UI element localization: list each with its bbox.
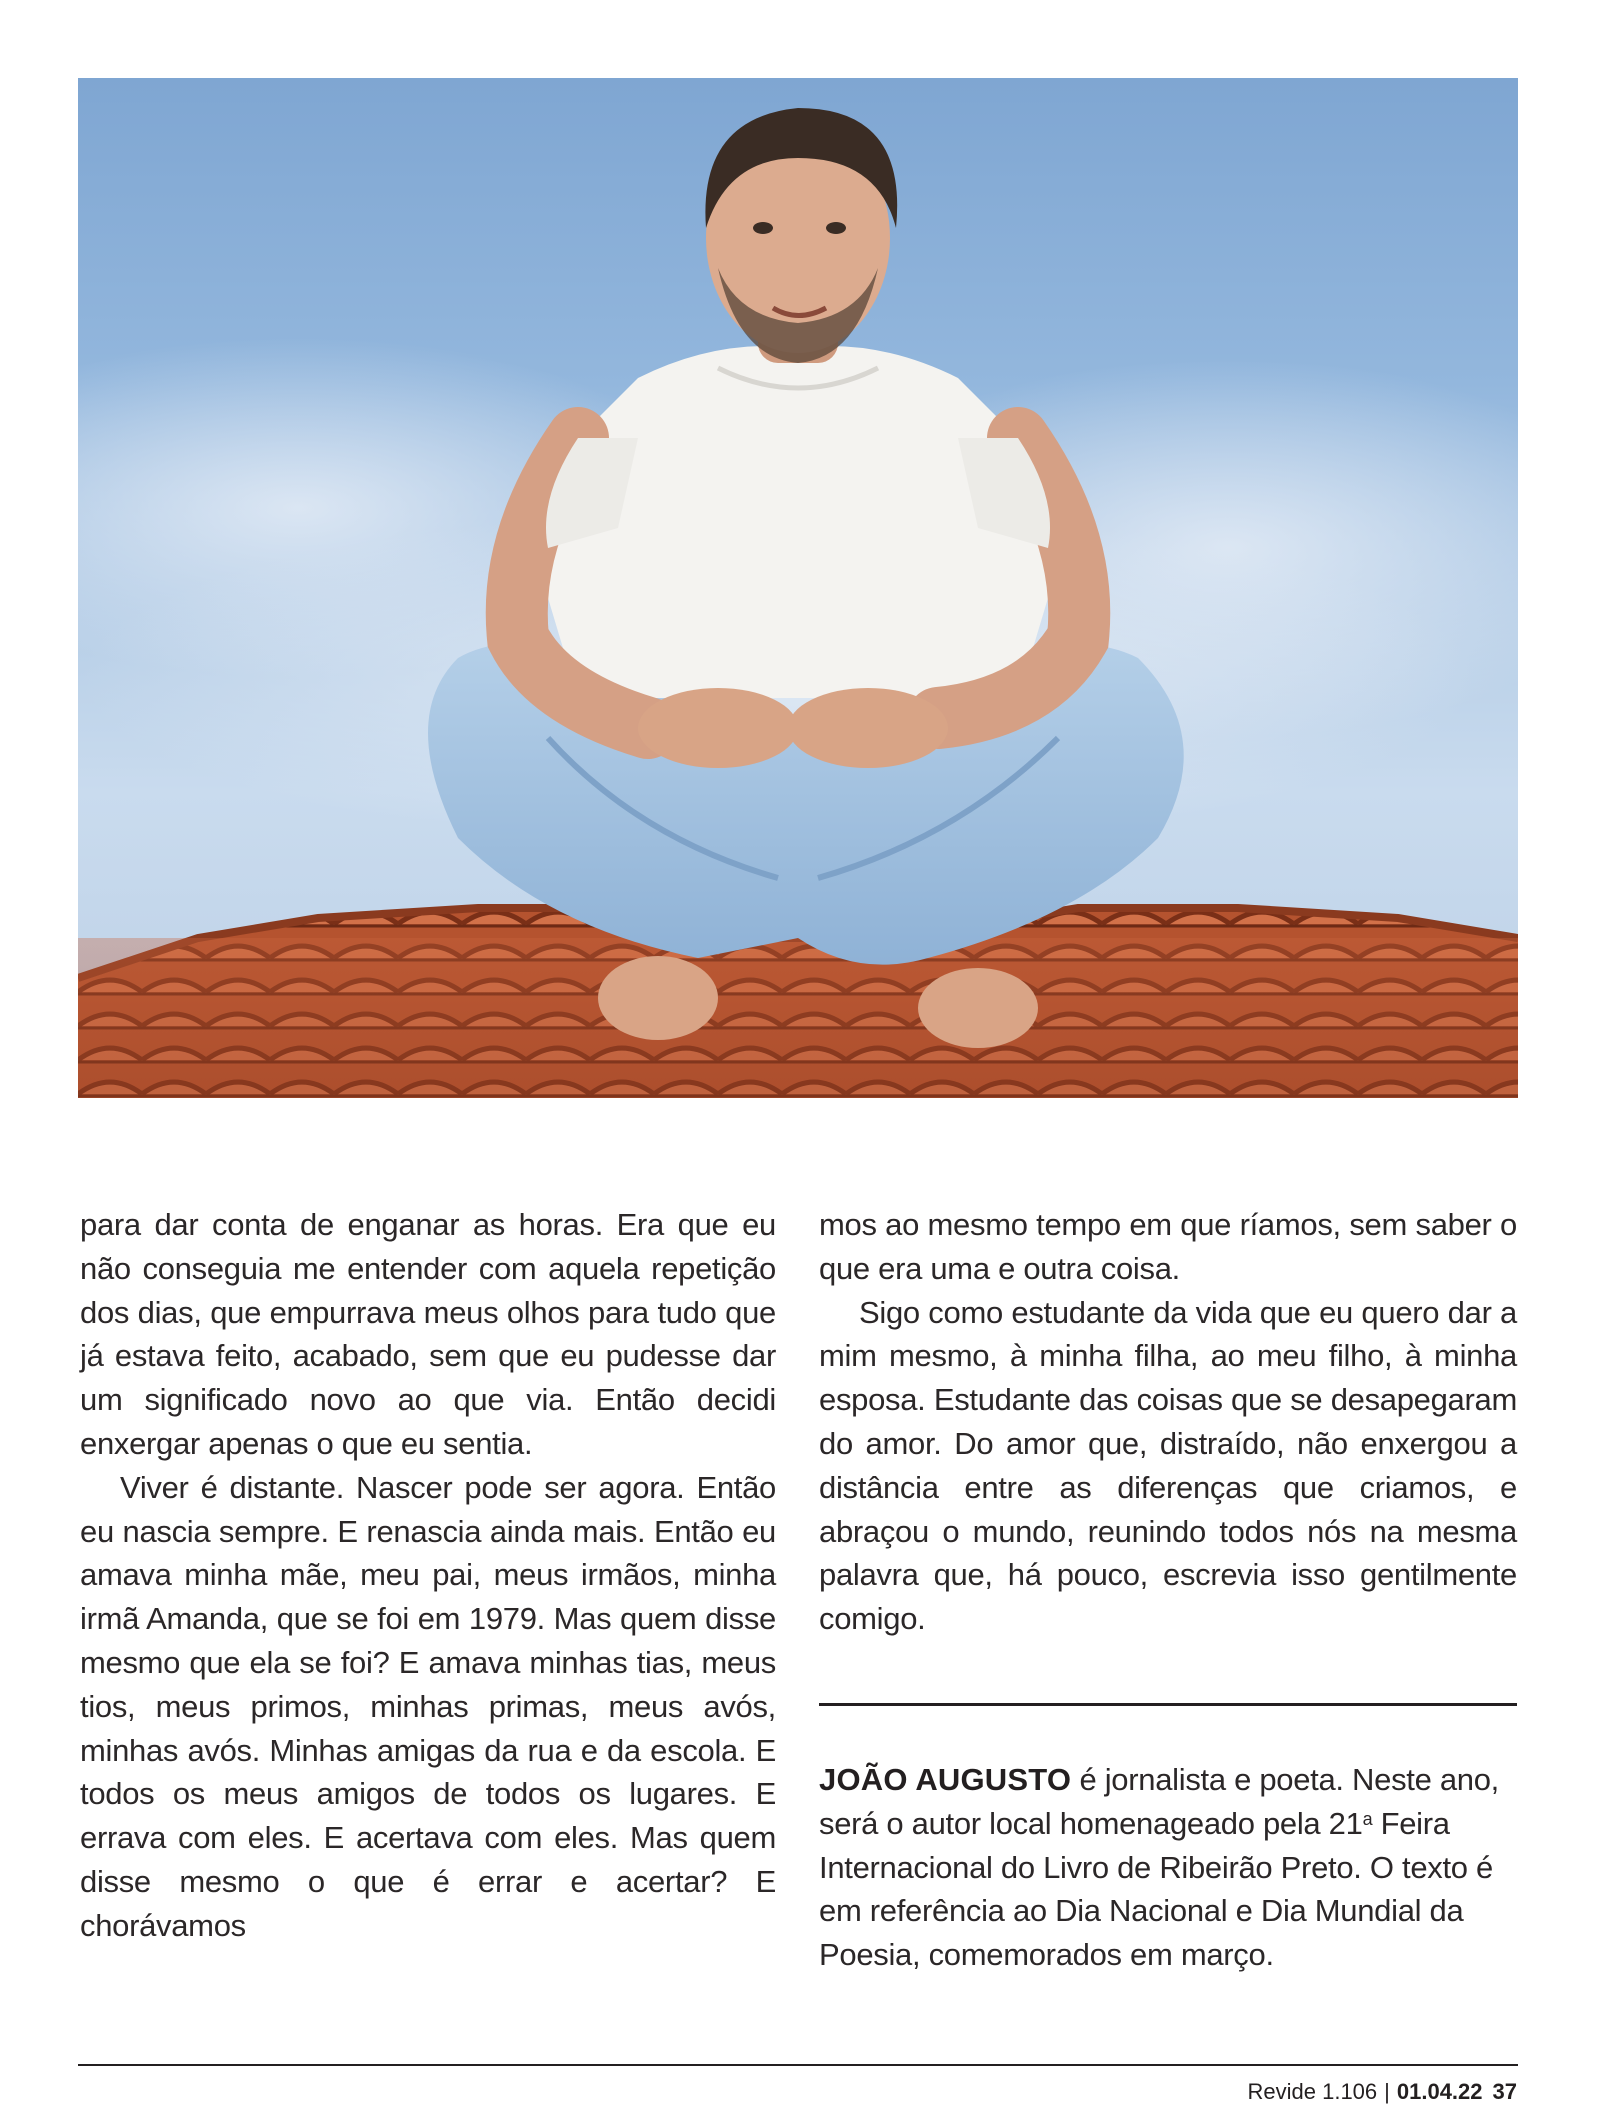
article-right-column [819,1203,1517,1641]
footer-divider [78,2064,1518,2066]
author-bio [819,1758,1519,1977]
article-paragraph: Sigo como estudante da vida que eu quero dar a mim mesmo, à minha filha, ao meu filho, à minha esposa. Estudante das coisas que se desapegaram do amor. Do amor que, distraído, não enxergou a distância entre as diferenças que criamos, e abraçou o mundo, reunindo todos nós na mesma palavra que, há pouco, escrevia isso gentilmente comigo. [819,1294,1517,1637]
portrait-photo [78,78,1518,1098]
bio-text-continued: Feira Internacional do Livro de Ribeirão Preto. O texto é em referência ao Dia Nacional e Dia Mundial da Poesia, comemorados em março. [819,1805,1493,1973]
page-footer [1248,2077,1518,2107]
footer-separator: | [1384,2079,1390,2104]
article-paragraph: para dar conta de enganar as horas. Era que eu não conseguia me entender com aquela repetição dos dias, que empurrava meus olhos para tudo que já estava feito, acabado, sem que eu pudesse dar um significado novo ao que via. Então decidi enxergar apenas o que eu sentia. [80,1207,776,1461]
page-number: 37 [1492,2079,1517,2104]
author-name: JOÃO AUGUSTO [819,1762,1072,1797]
article-paragraph: Viver é distante. Nascer pode ser agora. Então eu nascia sempre. E renascia ainda mais. Então eu amava minha mãe, meu pai, meus irmãos, minha irmã Amanda, que se foi em 1979. Mas quem disse mesmo que ela se foi? E amava minhas tias, meus tios, meus primos, minhas primas, meus avós, minhas avós. Minhas amigas da rua e da escola. E todos os meus amigos de todos os lugares. E errava com eles. E acertava com eles. Mas quem disse mesmo o que é errar e acertar? E chorávamos [80,1469,776,1943]
article-left-column [80,1203,776,1948]
section-divider [819,1703,1517,1706]
ordinal-superscript: a [1362,1808,1373,1829]
bio-text: é jornalista e poeta. Neste ano, será o autor local homenageado pela 21 [819,1762,1499,1841]
magazine-issue: Revide 1.106 [1247,2079,1378,2104]
issue-date: 01.04.22 [1396,2079,1483,2104]
article-paragraph: mos ao mesmo tempo em que ríamos, sem saber o que era uma e outra coisa. [819,1207,1517,1286]
